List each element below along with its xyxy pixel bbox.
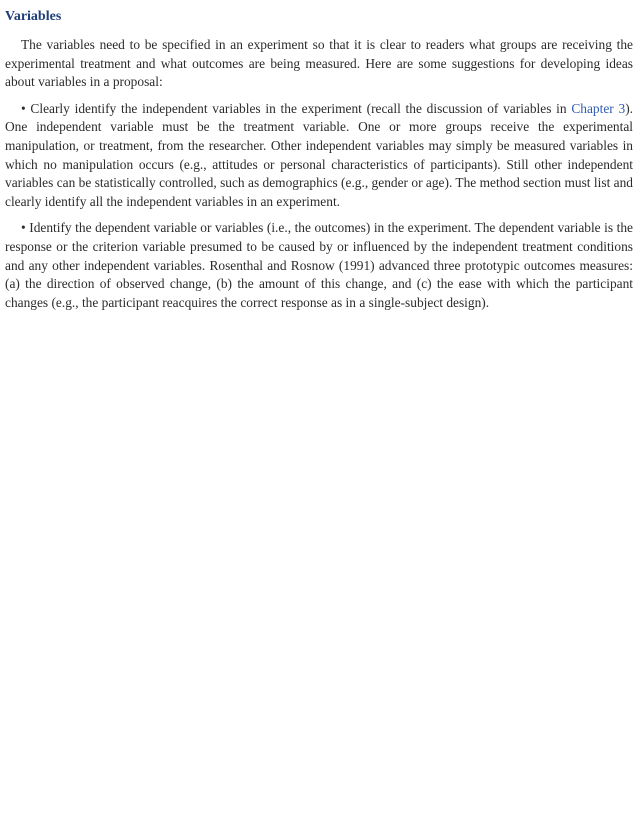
- bullet-paragraph-independent-variables: [5, 100, 633, 212]
- chapter-3-link[interactable]: Chapter 3: [571, 100, 626, 116]
- bullet-paragraph-dependent-variables: • Identify the dependent variable or variables (i.e., the outcomes) in the experiment. The dependent variable is the response or the criterion variable presumed to be caused by or influenced by the independent treatment conditions and any other independent variables. Rosenthal and Rosnow (1991) advanced three prototypic outcomes measures: (a) the direction of observed change, (b) the amount of this change, and (c) the ease with which the participant changes (e.g., the participant reacquires the correct response as in a single-subject design).: [5, 220, 633, 310]
- bullet1-text-after-link: ). One independent variable must be the treatment variable. One or more groups receive the experimental manipulation, or treatment, from the researcher. Other independent variables may simply be measured variables in which no manipulation occurs (e.g., attitudes or personal characteristics of participants). Still other independent variables can be statistically controlled, such as demographics (e.g., gender or age). The method section must list and clearly identify all the independent variables in an experiment.: [5, 100, 634, 209]
- intro-paragraph: The variables need to be specified in an experiment so that it is clear to readers what groups are receiving the experimental treatment and what outcomes are being measured. Here are some suggestions for developing ideas about variables in a proposal:: [5, 37, 633, 90]
- bullet1-text-before-link: • Clearly identify the independent variables in the experiment (recall the discussion of variables in: [21, 100, 572, 116]
- document-page: [5, 8, 633, 320]
- section-heading: Variables: [5, 9, 62, 24]
